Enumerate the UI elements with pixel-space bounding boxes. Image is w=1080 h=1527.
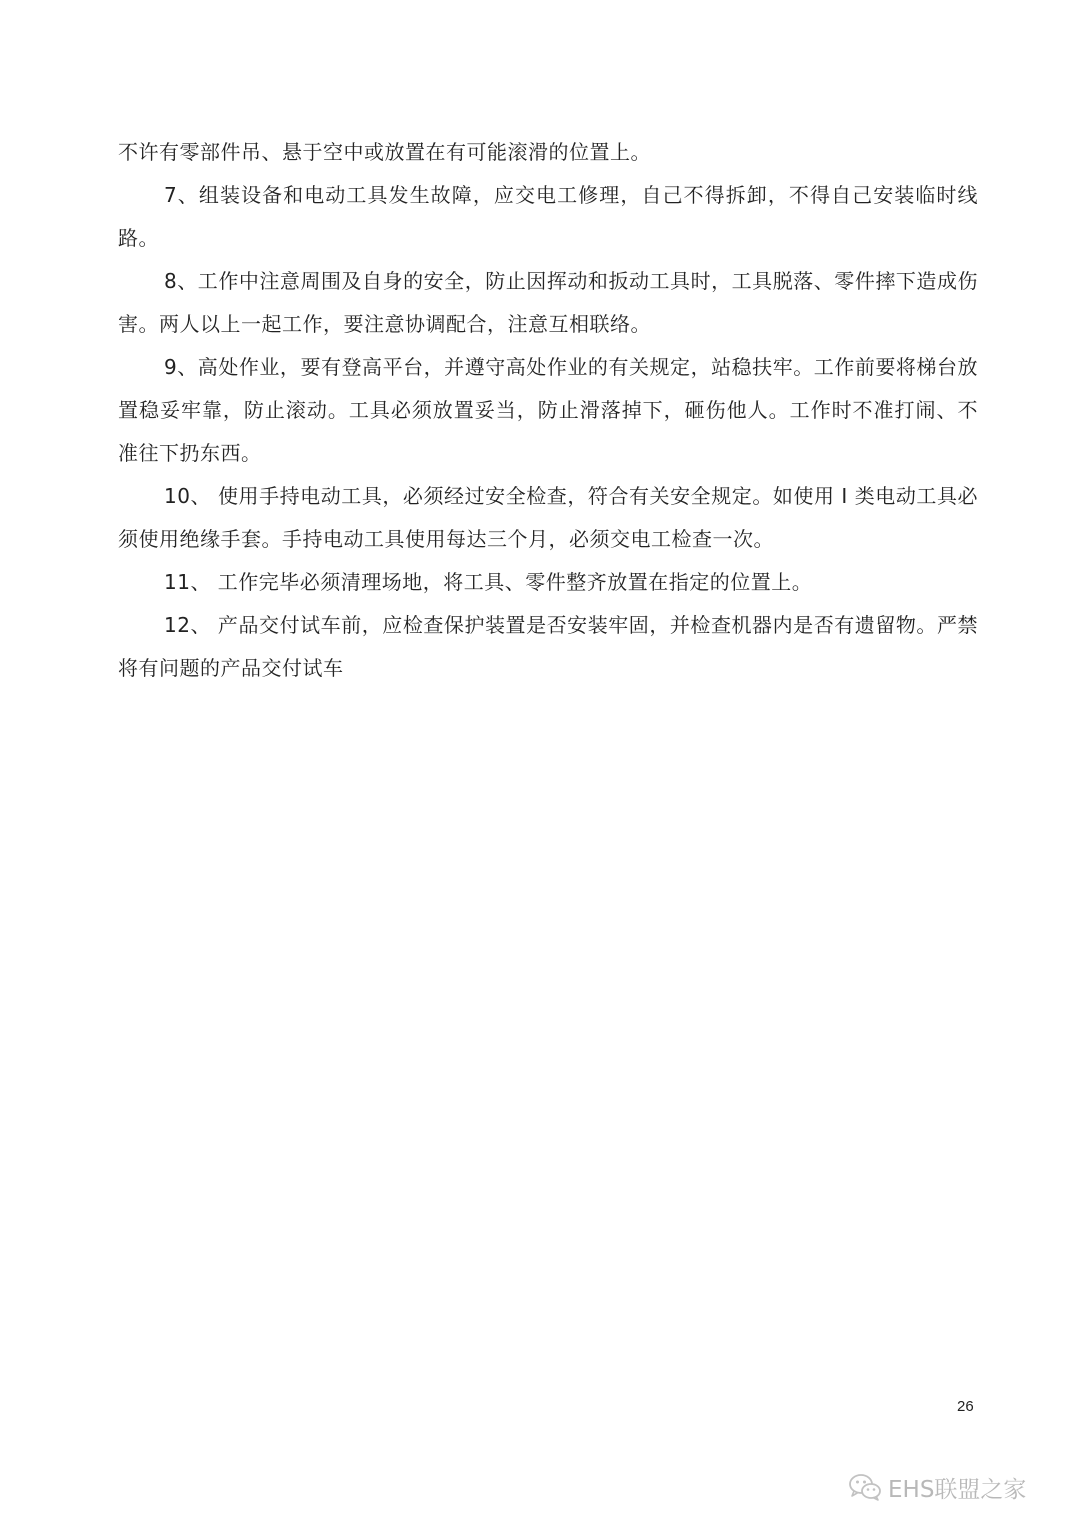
watermark — [848, 1467, 1026, 1507]
paragraph-item-8: 8、工作中注意周围及自身的安全，防止因挥动和扳动工具时，工具脱落、零件摔下造成伤害。两人以上一起工作，要注意协调配合，注意互相联络。 — [118, 269, 978, 336]
page-number: 26 — [957, 1398, 974, 1415]
paragraph-continuation: 不许有零部件吊、悬于空中或放置在有可能滚滑的位置上。 — [118, 140, 651, 164]
document-body — [118, 131, 978, 690]
watermark-label: EHS联盟之家 — [888, 1476, 1027, 1503]
wechat-icon — [848, 1473, 882, 1501]
paragraph-item-11: 11、 工作完毕必须清理场地，将工具、零件整齐放置在指定的位置上。 — [164, 570, 813, 594]
paragraph-item-9: 9、高处作业，要有登高平台，并遵守高处作业的有关规定，站稳扶牢。工作前要将梯台放置稳妥牢靠，防止滚动。工具必须放置妥当，防止滑落掉下，砸伤他人。工作时不准打闹、不准往下扔东西。 — [118, 355, 978, 465]
paragraph-item-7: 7、组装设备和电动工具发生故障，应交电工修理，自己不得拆卸，不得自己安装临时线路。 — [118, 183, 978, 250]
paragraph-item-10: 10、 使用手持电动工具，必须经过安全检查，符合有关安全规定。如使用 I 类电动工具必须使用绝缘手套。手持电动工具使用每达三个月，必须交电工检查一次。 — [118, 484, 978, 551]
paragraph-item-12: 12、 产品交付试车前，应检查保护装置是否安装牢固，并检查机器内是否有遗留物。严禁将有问题的产品交付试车 — [118, 613, 978, 680]
